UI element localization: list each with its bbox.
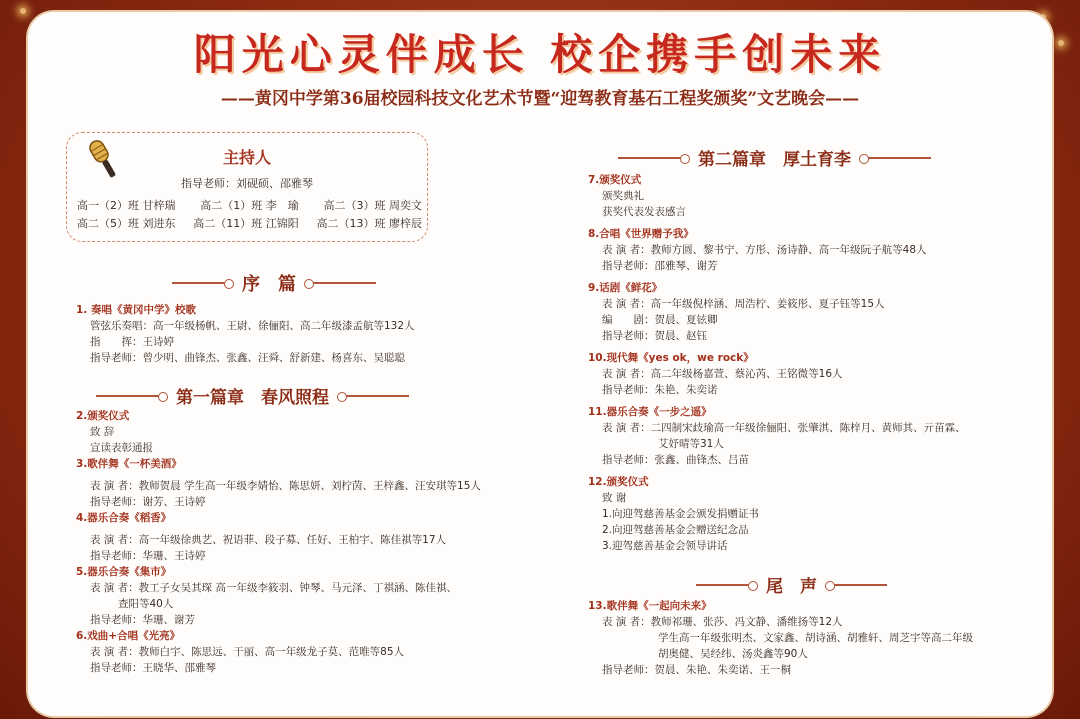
program-item-title: 6.戏曲+合唱《光亮》 bbox=[76, 630, 181, 642]
program-line: 表 演 者：教师祁珊、张莎、冯文静、潘维扬等12人 bbox=[602, 616, 843, 628]
program-line: 指导老师：贺晨、朱艳、朱奕诺、王一桐 bbox=[602, 664, 791, 676]
ornament bbox=[618, 157, 688, 159]
program-item-title: 9.话剧《鲜花》 bbox=[588, 282, 663, 294]
program-item-title: 3.歌伴舞《一杯美酒》 bbox=[76, 458, 182, 470]
host-name: 高二（5）班 刘进东 bbox=[77, 217, 176, 230]
page-subtitle: ——黄冈中学第36届校园科技文化艺术节暨“迎驾教育基石工程奖颁奖”文艺晚会—— bbox=[220, 89, 860, 109]
host-name: 高二（13）班 廖梓辰 bbox=[316, 217, 422, 230]
program-line: 指导老师：朱艳、朱奕诺 bbox=[602, 384, 718, 396]
program-line: 2.向迎驾慈善基金会赠送纪念品 bbox=[602, 524, 749, 536]
program-line: 1.向迎驾慈善基金会颁发捐赠证书 bbox=[602, 508, 760, 520]
ornament bbox=[172, 282, 232, 284]
program-item-title: 5.器乐合奏《集市》 bbox=[76, 566, 172, 578]
program-line: 学生高一年级张明杰、文家鑫、胡诗涵、胡雅轩、周芝宇等高二年级 bbox=[658, 632, 973, 644]
light-dot bbox=[20, 8, 26, 14]
host-advisor: 指导老师：刘砚硕、邵雅琴 bbox=[181, 177, 313, 190]
program-item-title: 8.合唱《世界赠予我》 bbox=[588, 228, 694, 240]
program-line: 3.迎驾慈善基金会领导讲话 bbox=[602, 540, 728, 552]
program-line: 指导老师：贺晨、赵钰 bbox=[602, 330, 707, 342]
ornament bbox=[339, 395, 409, 397]
section-chapter1 bbox=[96, 383, 409, 408]
program-item-title: 2.颁奖仪式 bbox=[76, 410, 130, 422]
program-line: 表 演 者：高二年级杨嘉萱、蔡沁芮、王铭微等16人 bbox=[602, 368, 843, 380]
host-row bbox=[77, 215, 422, 231]
program-item-title: 1. 奏唱《黄冈中学》校歌 bbox=[76, 304, 196, 316]
program-item-title: 10.现代舞《yes ok，we rock》 bbox=[588, 352, 754, 364]
program-line: 表 演 者：教师贺晨 学生高一年级李婧怡、陈思妍、刘柠茵、王梓鑫、汪安琪等15人 bbox=[90, 480, 481, 492]
program-line: 查阳等40人 bbox=[118, 598, 174, 610]
program-line: 指导老师：谢芳、王诗婷 bbox=[90, 496, 206, 508]
program-line: 表 演 者：教师白宇、陈思远、干丽、高一年级龙子莫、范唯等85人 bbox=[90, 646, 405, 658]
program-line: 指导老师：华珊、王诗婷 bbox=[90, 550, 206, 562]
section-prelude bbox=[172, 270, 376, 296]
ornament bbox=[827, 584, 887, 586]
program-item-title: 12.颁奖仪式 bbox=[588, 476, 649, 488]
program-line: 颁奖典礼 bbox=[602, 190, 644, 202]
program-line: 表 演 者：高一年级徐典艺、祝语菲、段子募、任好、王柏宇、陈佳祺等17人 bbox=[90, 534, 447, 546]
program-list-chapter1 bbox=[76, 408, 481, 676]
host-title: 主持人 bbox=[222, 148, 271, 167]
program-line: 指导老师：邵雅琴、谢芳 bbox=[602, 260, 718, 272]
program-line: 指导老师：华珊、谢芳 bbox=[90, 614, 195, 626]
section-title: 尾 声 bbox=[766, 577, 817, 597]
program-item-title: 11.器乐合奏《一步之遥》 bbox=[588, 406, 712, 418]
program-list-chapter2 bbox=[588, 172, 966, 554]
section-chapter2 bbox=[618, 145, 931, 170]
program-line: 胡奥健、吴经纬、汤炎鑫等90人 bbox=[658, 648, 808, 660]
program-line: 指导老师：张鑫、曲锋杰、吕苗 bbox=[602, 454, 749, 466]
program-line: 获奖代表发表感言 bbox=[602, 206, 686, 218]
program-line: 编 剧：贺晨、夏铉卿 bbox=[602, 314, 718, 326]
program-item-title: 4.器乐合奏《稻香》 bbox=[76, 512, 172, 524]
program-line: 表 演 者：二四制宋歧瑜高一年级徐俪阳、张肇淇、陈梓月、黄师其、亓苗霖、 bbox=[602, 422, 966, 434]
ornament bbox=[696, 584, 756, 586]
program-line: 表 演 者：教师方圆、黎书宁、方彤、汤诗静、高一年级阮子航等48人 bbox=[602, 244, 927, 256]
host-box bbox=[66, 132, 428, 242]
program-item-title: 7.颁奖仪式 bbox=[588, 174, 642, 186]
ornament bbox=[96, 395, 166, 397]
program-line: 宣读表彰通报 bbox=[90, 442, 153, 454]
page-title: 阳光心灵伴成长 校企携手创未来 bbox=[193, 30, 887, 79]
program-line: 致 谢 bbox=[602, 492, 627, 504]
program-item-title: 13.歌伴舞《一起向未来》 bbox=[588, 600, 712, 612]
program-line: 致 辞 bbox=[90, 426, 115, 438]
host-name: 高二（11）班 江锦阳 bbox=[193, 217, 299, 230]
program-line: 指 挥：王诗婷 bbox=[90, 336, 174, 348]
host-name: 高一（2）班 甘梓瑞 bbox=[77, 199, 176, 212]
host-name: 高二（1）班 李 瑜 bbox=[200, 199, 299, 212]
program-line: 指导老师：曾少明、曲锋杰、张鑫、汪舜、舒新建、杨喜东、吴聪聪 bbox=[90, 352, 405, 364]
ornament bbox=[306, 282, 376, 284]
program-line: 表 演 者：教工子女吴其琛 高一年级李筱羽、钟琴、马元泽、丁祺涵、陈佳祺、 bbox=[90, 582, 458, 594]
program-line: 表 演 者：高一年级倪梓涵、周浩柠、姜筱彤、夏子钰等15人 bbox=[602, 298, 885, 310]
program-list-prelude bbox=[76, 302, 415, 366]
host-row bbox=[77, 197, 422, 213]
section-finale bbox=[696, 572, 887, 597]
ornament bbox=[861, 157, 931, 159]
section-title: 序 篇 bbox=[242, 274, 296, 295]
program-line: 指导老师：王晓华、邵雅琴 bbox=[90, 662, 216, 674]
section-title: 第二篇章 厚土育李 bbox=[698, 150, 851, 170]
program-list-finale bbox=[588, 598, 973, 678]
section-title: 第一篇章 春风照程 bbox=[176, 388, 329, 408]
program-line: 管弦乐奏唱：高一年级杨帆、王尉、徐俪阳、高二年级漆孟航等132人 bbox=[90, 320, 415, 332]
program-line: 艾妤晴等31人 bbox=[658, 438, 724, 450]
host-name: 高二（3）班 周奕文 bbox=[323, 199, 422, 212]
